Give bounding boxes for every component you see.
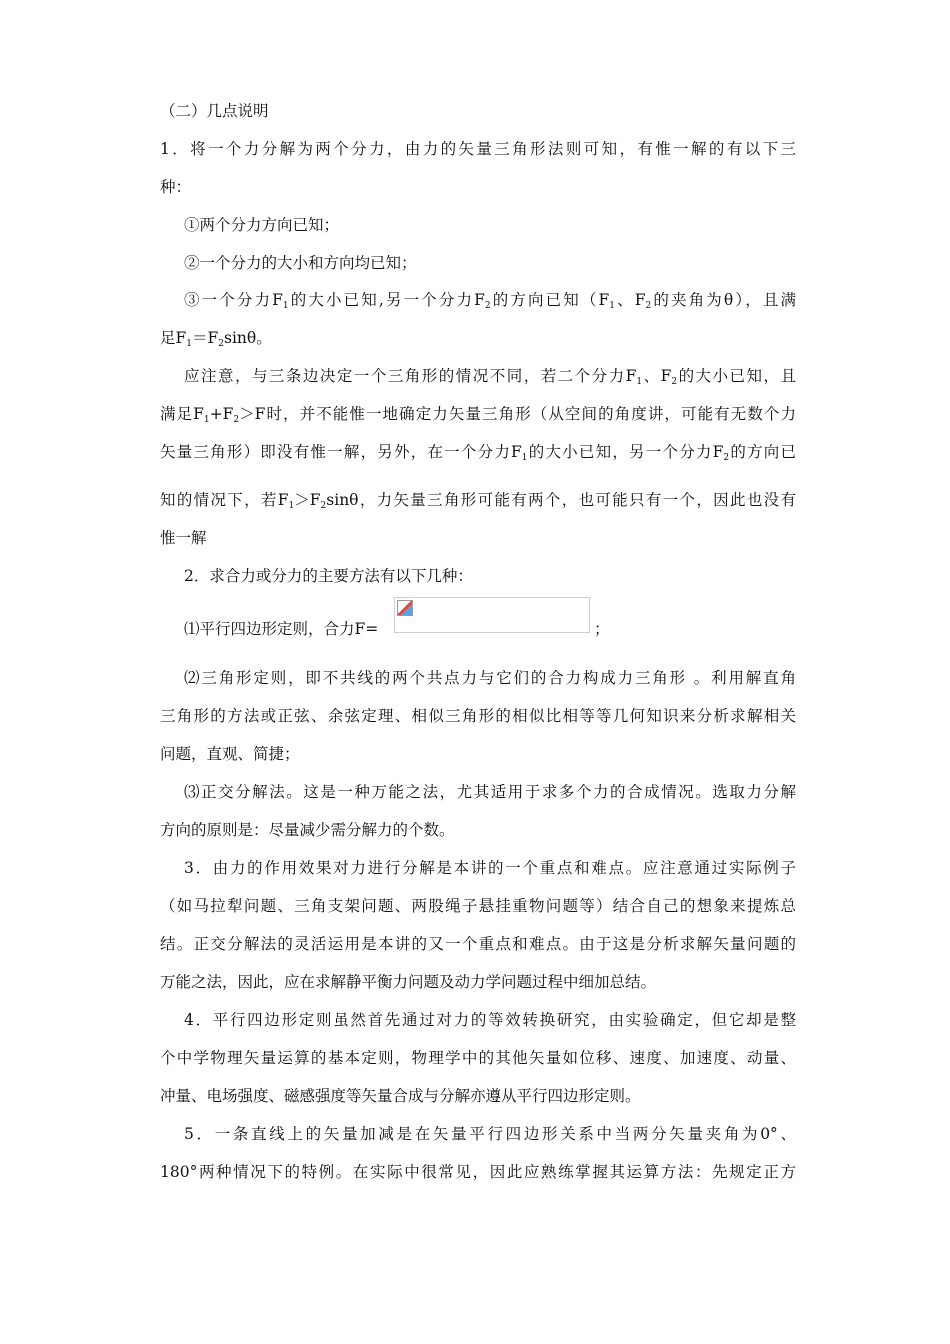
paragraph-3-line-1: 3．由力的作用效果对力进行分解是本讲的一个重点和难点。应注意通过实际例子 <box>184 859 796 877</box>
method-3-line-1: ⑶正交分解法。这是一种万能之法，尤其适用于求多个力的合成情况。选取力分解 <box>184 783 796 801</box>
paragraph-4-line-1: 4．平行四边形定则虽然首先通过对力的等效转换研究，由实验确定，但它却是整 <box>184 1011 796 1029</box>
item-3-line-1: ③一个分力$F_1$的大小已知,另一个分力$F_2$的方向已知（$F_1$、$F_2$的夹角为θ），且满 <box>184 291 796 311</box>
method-1-end: ； <box>594 620 610 638</box>
paragraph-5-line-1: 5．一条直线上的矢量加减是在矢量平行四边形关系中当两分矢量夹角为0°、 <box>184 1125 796 1143</box>
method-3-line-2: 方向的原则是：尽量减少需分解力的个数。 <box>160 821 455 839</box>
method-1-label: ⑴平行四边形定则，合力F= <box>184 620 379 638</box>
paragraph-3-line-3: 结。正交分解法的灵活运用是本讲的又一个重点和难点。由于这是分析求解矢量问题的 <box>160 935 796 953</box>
paragraph-1-line-1: 1．将一个力分解为两个分力，由力的矢量三角形法则可知，有惟一解的有以下三 <box>160 140 796 158</box>
note-line-2: 满足$F_1+F_2>F$时，并不能惟一地确定力矢量三角形（从空间的角度讲，可能有无数个力 <box>160 405 796 425</box>
note-line-4: 知的情况下，若$F_1>F_2\sin\theta$，力矢量三角形可能有两个，也可能只有一个，因此也没有 <box>160 491 796 511</box>
paragraph-3-line-2: （如马拉犁问题、三角支架问题、两股绳子悬挂重物问题等）结合自己的想象来提炼总 <box>160 897 796 915</box>
method-2-line-1: ⑵三角形定则，即不共线的两个共点力与它们的合力构成力三角形 。利用解直角 <box>184 669 796 687</box>
paragraph-1-line-2: 种： <box>160 178 192 196</box>
note-line-1: 应注意，与三条边决定一个三角形的情况不同，若二个分力$F_1$、$F_2$的大小已知，且 <box>184 367 796 387</box>
note-line-3: 矢量三角形）即没有惟一解，另外，在一个分力$F_1$的大小已知，另一个分力$F_2$的方向已 <box>160 443 796 463</box>
note-line-5: 惟一解 <box>160 529 207 547</box>
method-2-line-2: 三角形的方法或正弦、余弦定理、相似三角形的相似比相等等几何知识来分析求解相关 <box>160 707 796 725</box>
item-1: ①两个分力方向已知； <box>184 216 340 234</box>
paragraph-4-line-2: 个中学物理矢量运算的基本定则，物理学中的其他矢量如位移、速度、加速度、动量、 <box>160 1049 796 1067</box>
methods-title: 2．求合力或分力的主要方法有以下几种： <box>184 567 473 585</box>
paragraph-5-line-2: 180°两种情况下的特例。在实际中很常见，因此应熟练掌握其运算方法：先规定正方 <box>160 1163 796 1181</box>
formula-image-placeholder <box>394 597 590 633</box>
item-3-line-2: 足$F_1=F_2\sin\theta$。 <box>160 329 272 349</box>
section-heading: （二）几点说明 <box>160 102 269 120</box>
method-2-line-3: 问题，直观、简捷； <box>160 745 300 763</box>
broken-image-icon <box>397 600 413 616</box>
paragraph-4-line-3: 冲量、电场强度、磁感强度等矢量合成与分解亦遵从平行四边形定则。 <box>160 1087 641 1105</box>
item-2: ②一个分力的大小和方向均已知； <box>184 254 417 272</box>
paragraph-3-line-4: 万能之法，因此，应在求解静平衡力问题及动力学问题过程中细加总结。 <box>160 973 657 991</box>
